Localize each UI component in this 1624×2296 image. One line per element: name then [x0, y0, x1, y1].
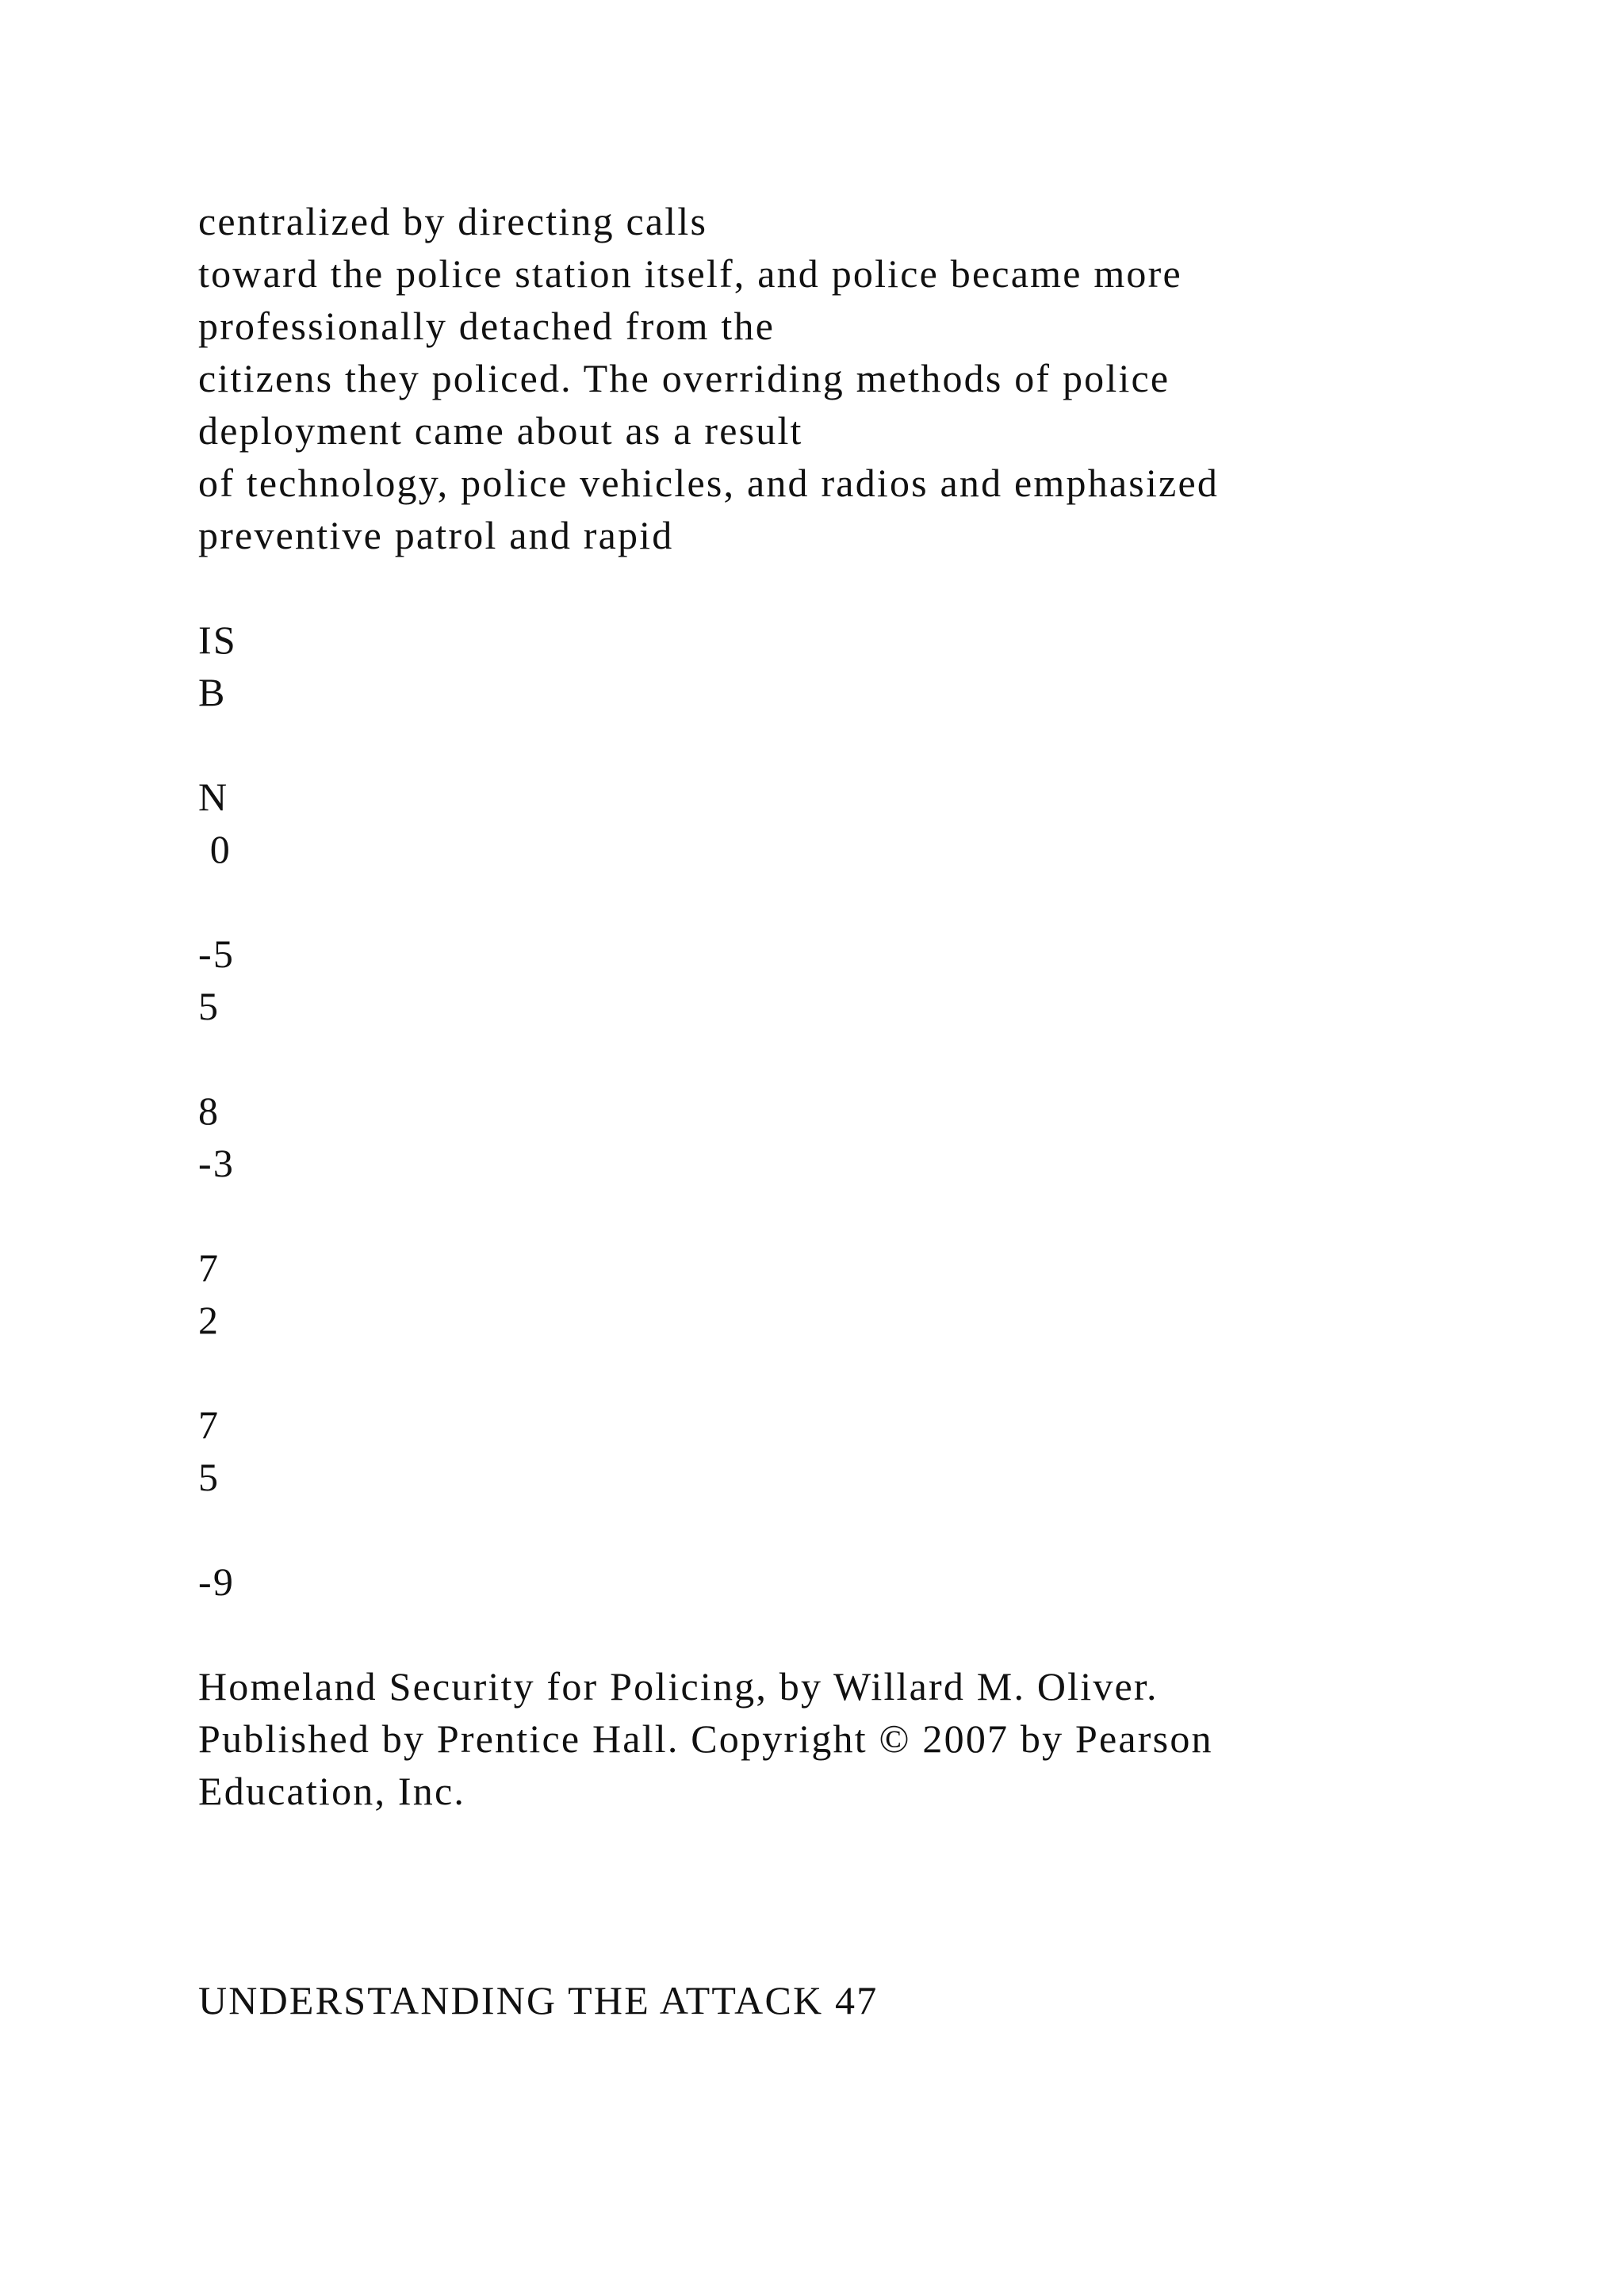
isbn-fragment: 5 — [198, 984, 220, 1028]
spacer — [198, 1608, 1594, 1660]
body-line: professionally detached from the — [198, 304, 776, 348]
isbn-fragment: N — [198, 775, 229, 819]
isbn-fragment: 0 — [198, 827, 232, 871]
spacer — [198, 1503, 1594, 1556]
spacer — [198, 1032, 1594, 1085]
isbn-fragment: 5 — [198, 1455, 220, 1499]
isbn-fragment: 8 — [198, 1089, 220, 1133]
isbn-fragment: IS — [198, 618, 237, 662]
body-line: centralized by directing calls — [198, 199, 708, 243]
copyright-line: Published by Prentice Hall. Copyright © 2007 by Pearson — [198, 1716, 1213, 1761]
spacer — [198, 875, 1594, 928]
isbn-fragment: 7 — [198, 1402, 220, 1447]
body-line: deployment came about as a result — [198, 408, 803, 453]
spacer — [198, 1922, 1594, 1974]
spacer — [198, 1189, 1594, 1242]
isbn-fragment: -3 — [198, 1141, 236, 1185]
spacer — [198, 1346, 1594, 1399]
isbn-watermark-fragments — [198, 614, 1594, 1608]
isbn-fragment: 7 — [198, 1246, 220, 1290]
body-line: citizens they policed. The overriding methods of police — [198, 356, 1170, 400]
spacer — [198, 718, 1594, 771]
body-line: preventive patrol and rapid — [198, 513, 674, 557]
copyright-notice — [198, 1660, 1594, 1817]
isbn-fragment: B — [198, 670, 227, 714]
body-line: of technology, police vehicles, and radios and emphasized — [198, 461, 1220, 505]
copyright-line: Homeland Security for Policing, by Willard M. Oliver. — [198, 1664, 1159, 1709]
body-paragraph — [198, 195, 1594, 561]
spacer — [198, 561, 1594, 614]
running-footer: UNDERSTANDING THE ATTACK 47 — [198, 1978, 879, 2022]
body-line: toward the police station itself, and police became more — [198, 251, 1182, 296]
page-text — [198, 195, 1594, 2026]
isbn-fragment: -5 — [198, 932, 236, 976]
isbn-fragment: 2 — [198, 1298, 220, 1342]
isbn-fragment: -9 — [198, 1559, 236, 1604]
copyright-line: Education, Inc. — [198, 1769, 466, 1813]
spacer — [198, 1817, 1594, 1869]
spacer — [198, 1869, 1594, 1922]
